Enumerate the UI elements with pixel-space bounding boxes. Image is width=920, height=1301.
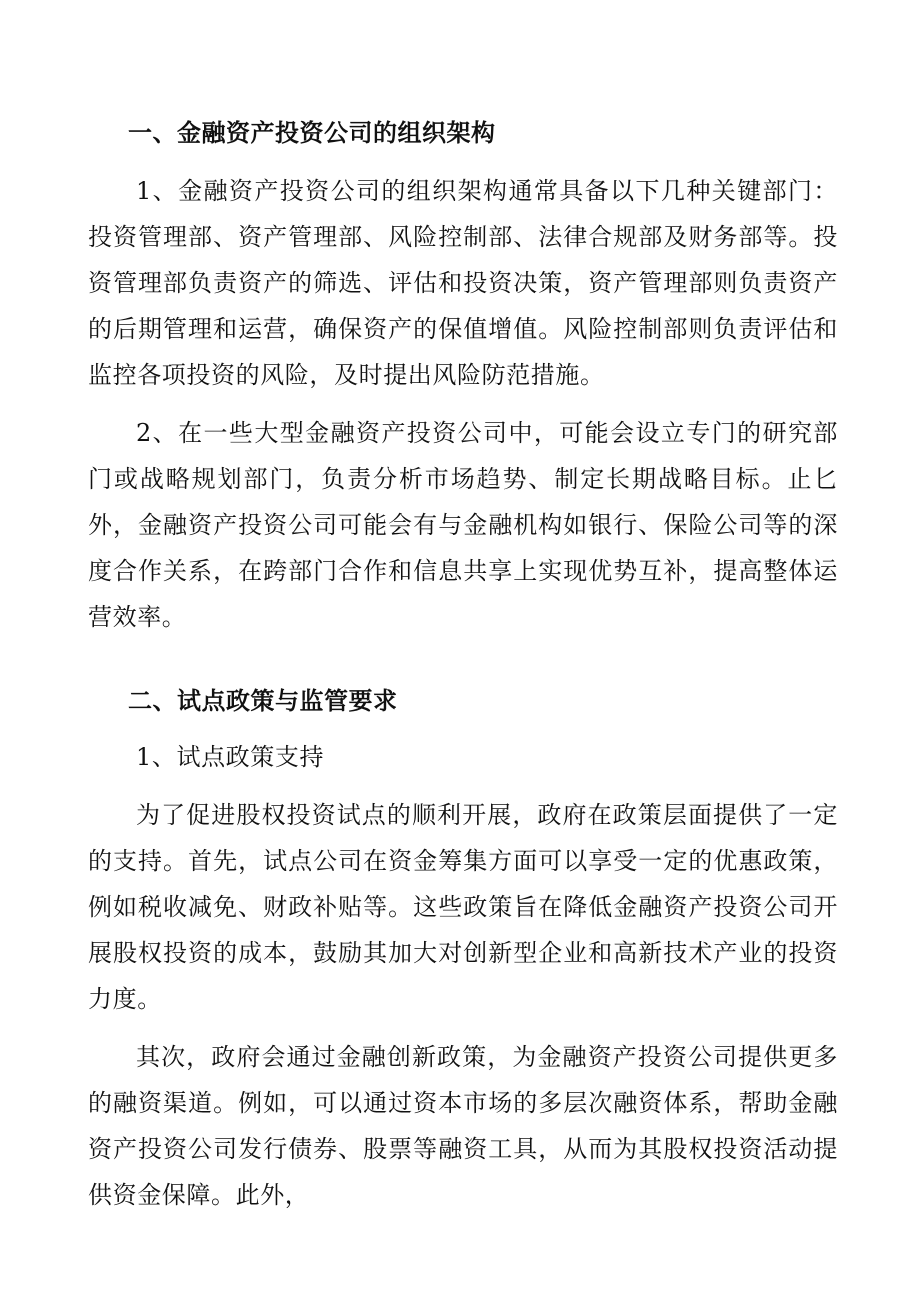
section-2-heading: 二、试点政策与监管要求: [128, 686, 398, 715]
document-body: [88, 110, 838, 1218]
section-2-paragraph-1: 为了促进股权投资试点的顺利开展，政府在政策层面提供了一定的支持。首先，试点公司在资金筹集方面可以享受一定的优惠政策，例如税收减免、财政补贴等。这些政策旨在降低金融资产投资公司开展股权投资的成本，鼓励其加大对创新型企业和高新技术产业的投资力度。: [88, 801, 838, 1013]
section-2-paragraph-2: 其次，政府会通过金融创新政策，为金融资产投资公司提供更多的融资渠道。例如，可以通过资本市场的多层次融资体系，帮助金融资产投资公司发行债券、股票等融资工具，从而为其股权投资活动提供资金保障。此外，: [88, 1043, 838, 1209]
section-1-paragraph-2: 2、在一些大型金融资产投资公司中，可能会设立专门的研究部门或战略规划部门，负责分析市场趋势、制定长期战略目标。止匕外，金融资产投资公司可能会有与金融机构如银行、保险公司等的深度合作关系，在跨部门合作和信息共享上实现优势互补，提高整体运营效率。: [88, 419, 838, 631]
section-2-subheading: 1、试点政策支持: [136, 743, 325, 771]
section-1-paragraph-1: 1、金融资产投资公司的组织架构通常具备以下几种关键部门：投资管理部、资产管理部、风险控制部、法律合规部及财务部等。投资管理部负责资产的筛选、评估和投资决策，资产管理部则负责资产的后期管理和运营，确保资产的保值增值。风险控制部则负责评估和监控各项投资的风险，及时提出风险防范措施。: [88, 177, 838, 389]
section-1-heading: 一、金融资产投资公司的组织架构: [128, 118, 496, 147]
